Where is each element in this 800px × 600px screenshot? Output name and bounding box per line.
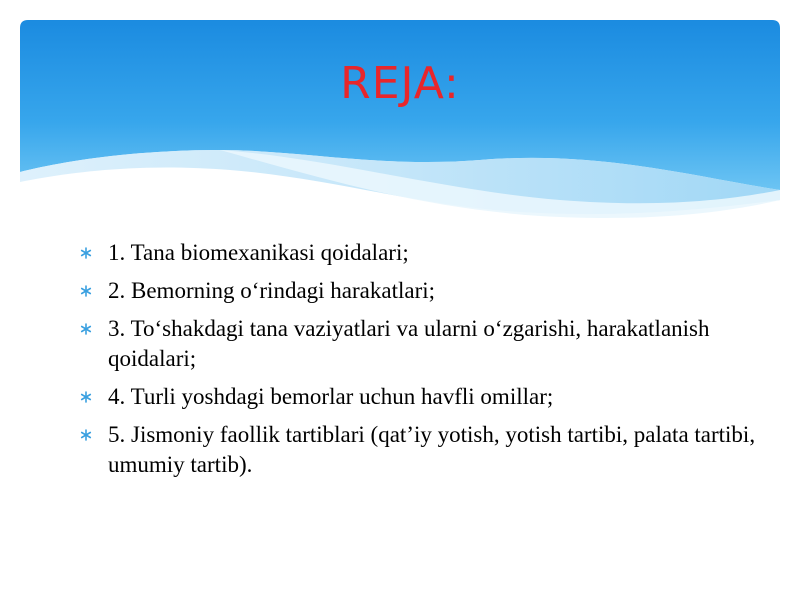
asterisk-bullet-icon [80,314,94,344]
list-item-text: 3. To‘shakdagi tana vaziyatlari va ularni o‘zgarishi, harakatlanish qoidalari; [108,316,710,371]
list-item [80,314,760,374]
list-item [80,276,760,306]
header-wave-background [0,0,800,240]
list-item [80,420,760,480]
list-item-text: 1. Tana biomexanikasi qoidalari; [108,240,409,265]
list-item-text: 5. Jismoniy faollik tartiblari (qat’iy yotish, yotish tartibi, palata tartibi, umumiy tartib). [108,422,756,477]
list-item [80,382,760,412]
asterisk-bullet-icon [80,382,94,412]
list-item [80,238,760,268]
slide-title: REJA: [340,58,460,109]
bullet-list [80,238,760,488]
asterisk-bullet-icon [80,276,94,306]
asterisk-bullet-icon [80,420,94,450]
asterisk-bullet-icon [80,238,94,268]
list-item-text: 2. Bemorning o‘rindagi harakatlari; [108,278,436,303]
list-item-text: 4. Turli yoshdagi bemorlar uchun havfli omillar; [108,384,554,409]
